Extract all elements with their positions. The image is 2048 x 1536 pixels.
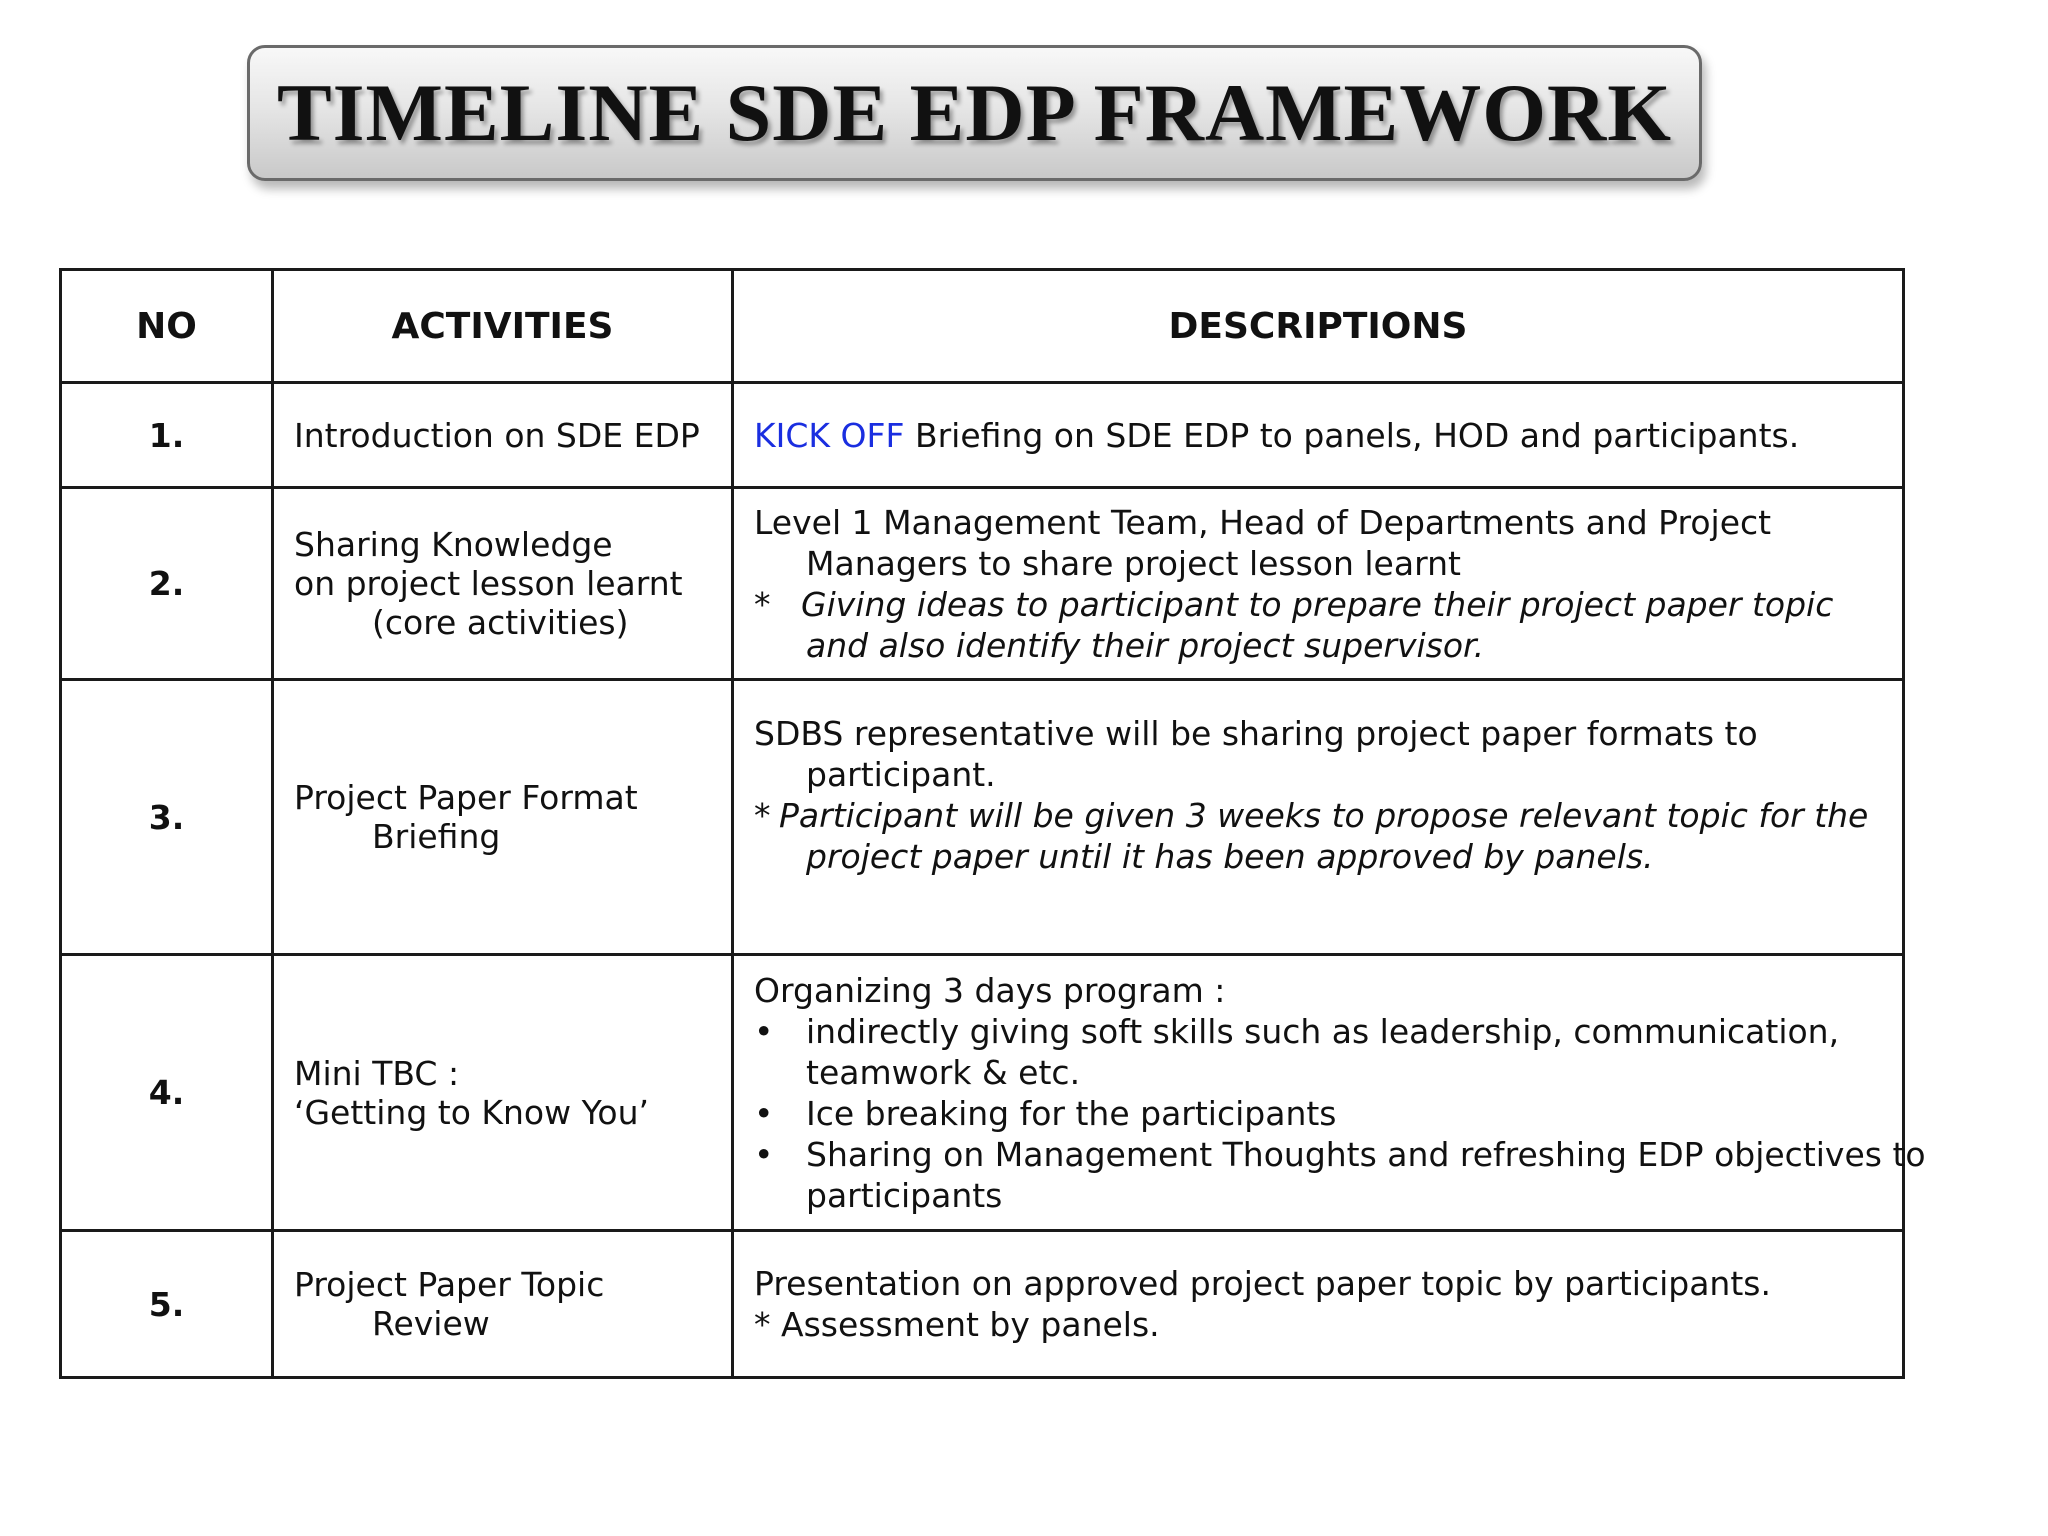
- note-line: and also identify their project supervisor.: [806, 625, 1485, 665]
- description-line: Level 1 Management Team, Head of Departments and Project: [754, 502, 1772, 542]
- header-descriptions: DESCRIPTIONS: [733, 270, 1904, 383]
- description-line: SDBS representative will be sharing project paper formats to: [754, 714, 1758, 753]
- timeline-table: [59, 268, 1926, 1379]
- header-no: NO: [61, 270, 273, 383]
- bullet-icon: •: [754, 1093, 774, 1133]
- activity-line: ‘Getting to Know You’: [294, 1092, 649, 1132]
- description-line: participant.: [806, 755, 996, 794]
- activity-cell: [273, 680, 733, 955]
- title-banner: [247, 45, 1702, 181]
- description-cell: [733, 680, 1904, 955]
- table-row: [61, 1231, 1904, 1378]
- note-text: Participant will be given 3 weeks to propose relevant topic for the: [779, 796, 1869, 835]
- bullet-item: [754, 1011, 1882, 1052]
- bullet-icon: •: [754, 1134, 774, 1174]
- table-row: [61, 383, 1904, 488]
- table-header-row: [61, 270, 1904, 383]
- description-line: [754, 415, 1882, 456]
- activity-cell: [273, 383, 733, 488]
- description-line: Managers to share project lesson learnt: [806, 543, 1461, 583]
- bullet-text: Ice breaking for the participants: [806, 1093, 1337, 1133]
- table-row: [61, 955, 1904, 1231]
- description-cell: [733, 1231, 1904, 1378]
- activity-line: (core activities): [372, 603, 629, 642]
- description-line: Organizing 3 days program :: [754, 970, 1226, 1010]
- description-cell: [733, 488, 1904, 680]
- activity-line: Mini TBC :: [294, 1053, 460, 1093]
- activity-line: Sharing Knowledge: [294, 525, 613, 564]
- note-line: [754, 795, 1882, 836]
- row-number: 5.: [61, 1231, 273, 1378]
- bullet-item: [754, 1093, 1882, 1134]
- description-text: Briefing on SDE EDP to panels, HOD and participants.: [904, 415, 1800, 455]
- activity-cell: [273, 955, 733, 1231]
- row-number: 2.: [61, 488, 273, 680]
- activity-line: on project lesson learnt: [294, 564, 683, 603]
- note-line: project paper until it has been approved by panels.: [806, 837, 1654, 876]
- table-row: [61, 680, 1904, 955]
- bullet-icon: •: [754, 1011, 774, 1051]
- bullet-item: [754, 1134, 1926, 1175]
- activity-line: Project Paper Format: [294, 778, 638, 817]
- row-number: 3.: [61, 680, 273, 955]
- activity-line: Review: [372, 1304, 490, 1343]
- activity-line: Introduction on SDE EDP: [294, 415, 700, 455]
- description-cell: [733, 955, 1926, 1231]
- description-line: Presentation on approved project paper topic by participants.: [754, 1264, 1771, 1303]
- page-title: TIMELINE SDE EDP FRAMEWORK: [276, 67, 1673, 158]
- note-line: [754, 584, 1882, 625]
- note-text: Giving ideas to participant to prepare their project paper topic: [801, 584, 1834, 624]
- row-number: 4.: [61, 955, 273, 1231]
- activity-line: Project Paper Topic: [294, 1265, 605, 1304]
- row-number: 1.: [61, 383, 273, 488]
- bullet-continuation: participants: [806, 1175, 1003, 1215]
- bullet-text: Sharing on Management Thoughts and refreshing EDP objectives to: [806, 1134, 1926, 1174]
- header-activities: ACTIVITIES: [273, 270, 733, 383]
- note-marker: *: [754, 584, 771, 624]
- table-row: [61, 488, 1904, 680]
- activity-cell: [273, 1231, 733, 1378]
- kick-off-highlight: KICK OFF: [754, 415, 905, 455]
- bullet-text: indirectly giving soft skills such as leadership, communication,: [806, 1011, 1840, 1051]
- activity-line: Briefing: [372, 817, 501, 856]
- description-line: * Assessment by panels.: [754, 1305, 1160, 1344]
- description-cell: [733, 383, 1904, 488]
- activity-cell: [273, 488, 733, 680]
- bullet-continuation: teamwork & etc.: [806, 1052, 1081, 1092]
- note-marker: *: [754, 796, 771, 835]
